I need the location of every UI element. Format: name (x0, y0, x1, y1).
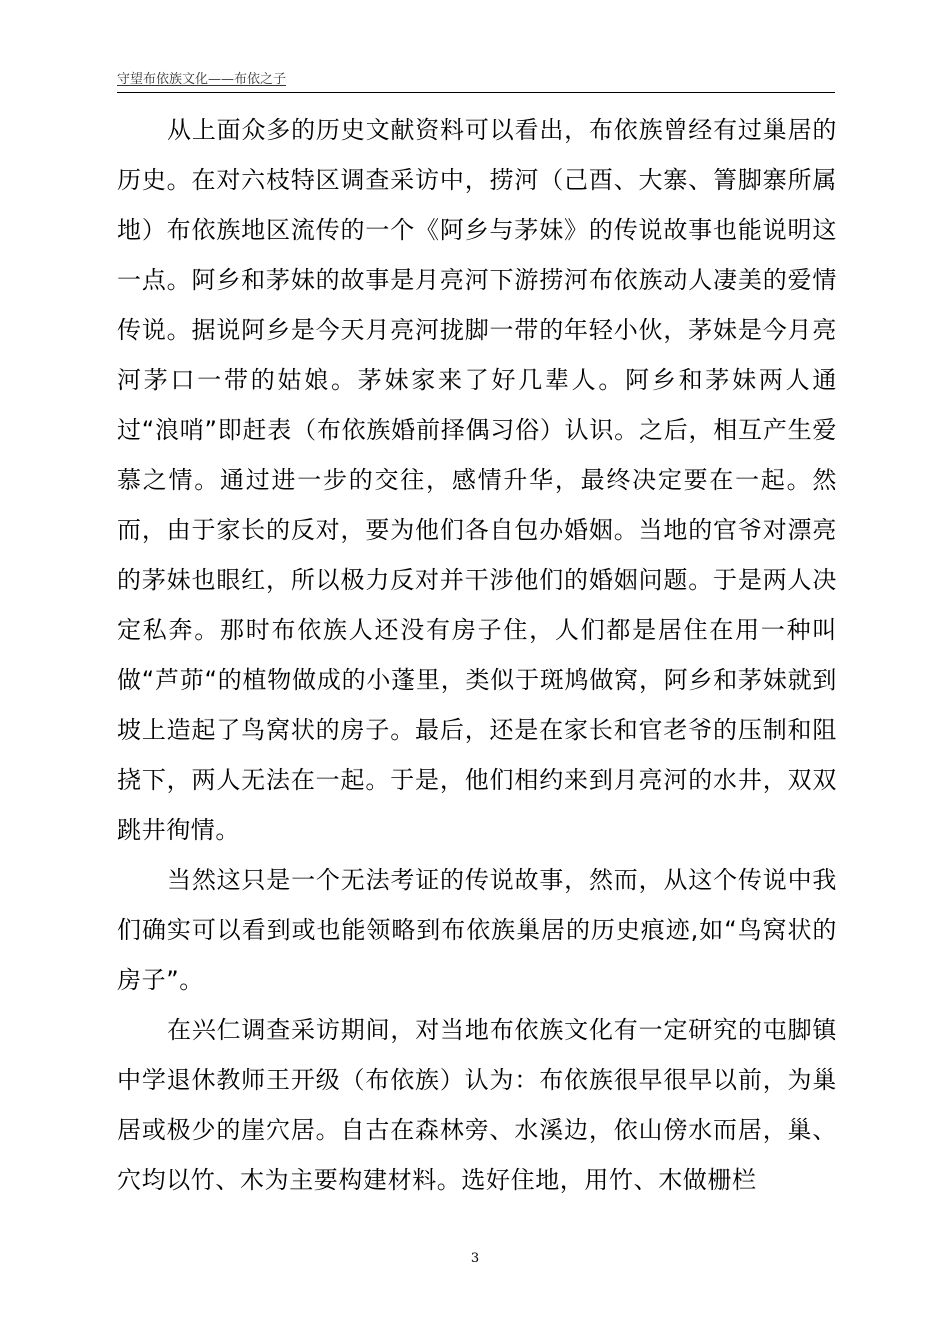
header-title: 守望布依族文化——布依之子 (117, 72, 287, 87)
page-header (117, 72, 835, 93)
page-number: 3 (470, 1251, 480, 1266)
paragraph-3: 在兴仁调查采访期间，对当地布依族文化有一定研究的屯脚镇中学退休教师王开级（布依族）认为：布依族很早很早以前，为巢居或极少的崖穴居。自古在森林旁、水溪边，依山傍水而居，巢、穴均以竹、木为主要构建材料。选好住地，用竹、木做栅栏 (117, 1016, 837, 1194)
paragraph-2: 当然这只是一个无法考证的传说故事，然而，从这个传说中我们确实可以看到或也能领略到布依族巢居的历史痕迹,如“鸟窝状的房子”。 (117, 866, 837, 994)
body-text (117, 105, 837, 1205)
paragraph-1: 从上面众多的历史文献资料可以看出，布依族曾经有过巢居的历史。在对六枝特区调查采访中，捞河（己酉、大寨、箐脚寨所属地）布依族地区流传的一个《阿乡与茅妹》的传说故事也能说明这一点。阿乡和茅妹的故事是月亮河下游捞河布依族动人凄美的爱情传说。据说阿乡是今天月亮河拢脚一带的年轻小伙，茅妹是今月亮河茅口一带的姑娘。茅妹家来了好几辈人。阿乡和茅妹两人通过“浪哨”即赶表（布依族婚前择偶习俗）认识。之后，相互产生爱慕之情。通过进一步的交往，感情升华，最终决定要在一起。然而，由于家长的反对，要为他们各自包办婚姻。当地的官爷对漂亮的茅妹也眼红，所以极力反对并干涉他们的婚姻问题。于是两人决定私奔。那时布依族人还没有房子住，人们都是居住在用一种叫做“芦茆“的植物做成的小蓬里，类似于斑鸠做窝，阿乡和茅妹就到坡上造起了鸟窝状的房子。最后，还是在家长和官老爷的压制和阻挠下，两人无法在一起。于是，他们相约来到月亮河的水井，双双跳井徇情。 (117, 116, 837, 844)
